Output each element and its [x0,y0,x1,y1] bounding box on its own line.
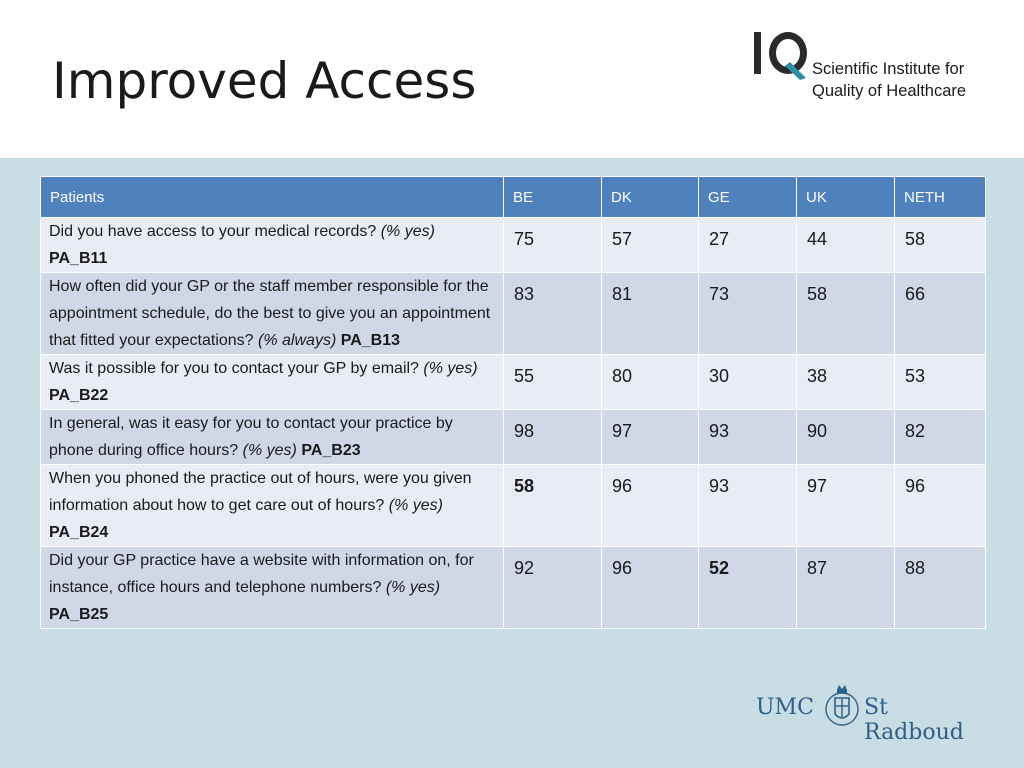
value-cell-be: 58 [504,465,602,547]
crest-icon [824,680,860,738]
umc-logo-right: St Radboud [864,695,964,745]
value-cell-be: 55 [504,355,602,410]
value-cell-uk: 97 [797,465,895,547]
value-cell-be: 98 [504,410,602,465]
table-row [41,547,986,629]
header-be: BE [504,177,602,218]
value-cell-uk: 90 [797,410,895,465]
value-cell-dk: 97 [602,410,699,465]
question-code: PA_B11 [49,250,108,267]
value-cell-ge: 52 [699,547,797,629]
value-cell-uk: 58 [797,273,895,355]
value-cell-be: 92 [504,547,602,629]
question-cell [41,547,504,629]
value-cell-dk: 96 [602,547,699,629]
results-table [40,176,986,629]
question-text: How often did your GP or the staff member responsible for the appointment schedule, do the best to give you an appointment that fitted your expectations? [49,278,491,349]
value-cell-ge: 93 [699,410,797,465]
question-cell [41,273,504,355]
umc-logo-left: UMC [756,695,814,720]
table-row [41,218,986,273]
header-uk: UK [797,177,895,218]
value-cell-dk: 57 [602,218,699,273]
iq-logo-icon [752,28,812,84]
value-cell-ge: 27 [699,218,797,273]
table-header-row [41,177,986,218]
umc-logo [756,680,978,745]
question-text: When you phoned the practice out of hours, were you given information about how to get care out of hours? [49,470,472,514]
value-cell-dk: 81 [602,273,699,355]
value-cell-neth: 53 [895,355,986,410]
question-qualifier: (% yes) [388,497,444,514]
question-cell [41,218,504,273]
question-cell [41,465,504,547]
table-row [41,465,986,547]
question-text: Was it possible for you to contact your GP by email? [49,360,419,377]
header-ge: GE [699,177,797,218]
question-text: Did your GP practice have a website with information on, for instance, office hours and telephone numbers? [49,552,474,596]
iq-logo-line1: Scientific Institute for [812,60,965,78]
header-neth: NETH [895,177,986,218]
iq-logo-line2: Quality of Healthcare [812,82,967,100]
iq-logo [752,28,1002,108]
value-cell-ge: 73 [699,273,797,355]
question-text: In general, was it easy for you to contact your practice by phone during office hours? [49,415,453,459]
value-cell-neth: 96 [895,465,986,547]
question-code: PA_B24 [49,524,109,541]
question-code: PA_B22 [49,387,109,404]
value-cell-dk: 96 [602,465,699,547]
value-cell-neth: 88 [895,547,986,629]
value-cell-ge: 30 [699,355,797,410]
value-cell-neth: 58 [895,218,986,273]
slide-title: Improved Access [52,52,477,110]
value-cell-dk: 80 [602,355,699,410]
header-patients: Patients [41,177,504,218]
slide-header [0,0,1024,158]
header-dk: DK [602,177,699,218]
value-cell-neth: 66 [895,273,986,355]
question-code: PA_B25 [49,606,109,623]
question-qualifier: (% yes) [385,579,441,596]
value-cell-uk: 44 [797,218,895,273]
question-qualifier: (% yes) [423,360,478,377]
question-cell [41,410,504,465]
value-cell-neth: 82 [895,410,986,465]
question-code: PA_B13 [340,332,401,349]
question-qualifier: (% always) [258,332,337,349]
question-qualifier: (% yes) [380,223,435,240]
table-row [41,410,986,465]
value-cell-ge: 93 [699,465,797,547]
question-qualifier: (% yes) [242,442,297,459]
question-text: Did you have access to your medical records? [49,223,377,240]
value-cell-be: 83 [504,273,602,355]
question-cell [41,355,504,410]
table-row [41,355,986,410]
iq-logo-text [812,58,966,102]
table-row [41,273,986,355]
value-cell-be: 75 [504,218,602,273]
question-code: PA_B23 [301,442,361,459]
value-cell-uk: 38 [797,355,895,410]
value-cell-uk: 87 [797,547,895,629]
